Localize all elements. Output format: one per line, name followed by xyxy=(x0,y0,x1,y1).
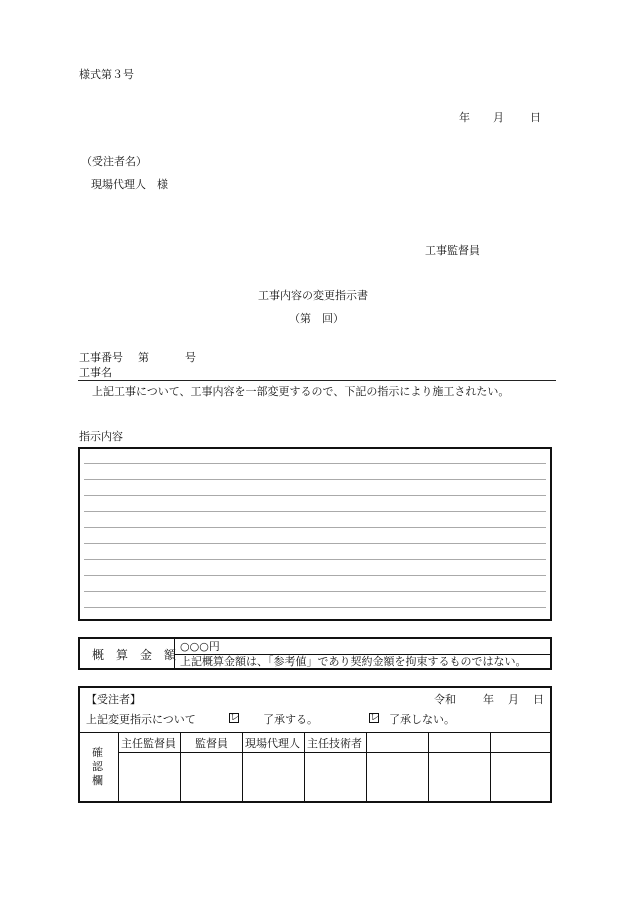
cost-amount: ○○○円 xyxy=(180,640,220,653)
grid-top-line xyxy=(80,732,550,733)
document-title: 工事内容の変更指示書 xyxy=(258,289,368,302)
accept-label: 了承する。 xyxy=(263,713,318,726)
decline-checkbox[interactable]: レ xyxy=(370,713,380,723)
contractor-era: 令和 xyxy=(434,693,456,706)
ruled-line xyxy=(84,591,546,592)
instruction-box[interactable] xyxy=(78,447,552,621)
ruled-line xyxy=(84,559,546,560)
date-year: 年 xyxy=(459,111,470,124)
ruled-line xyxy=(84,479,546,480)
grid-header-line xyxy=(118,752,550,753)
grid-col-divider xyxy=(428,732,429,801)
statement-text: 上記工事について、工事内容を一部変更するので、下記の指示により施工されたい。 xyxy=(92,385,510,398)
contractor-confirmation-box xyxy=(78,686,552,803)
ruled-line xyxy=(84,463,546,464)
form-number: 様式第３号 xyxy=(79,68,134,81)
ruled-line xyxy=(84,527,546,528)
cost-note: 上記概算金額は、「参考値」であり契約金額を拘束するものではない。 xyxy=(180,655,527,668)
grid-col-divider xyxy=(366,732,367,801)
estimated-cost-box xyxy=(78,637,552,670)
grid-col-divider xyxy=(304,732,305,801)
grid-col-divider xyxy=(180,732,181,801)
decline-label: 了承しない。 xyxy=(389,713,455,726)
ruled-line xyxy=(84,543,546,544)
date-day: 日 xyxy=(530,111,541,124)
ruled-line xyxy=(84,575,546,576)
project-number-prefix: 第 xyxy=(138,351,149,364)
contractor-day: 日 xyxy=(533,693,544,706)
column-header-chief-engineer: 主任技術者 xyxy=(307,737,362,750)
cost-label: 概 算 金 額 xyxy=(92,648,177,662)
contractor-title: 【受注者】 xyxy=(86,693,141,706)
cost-label-cell xyxy=(80,639,175,668)
grid-col-divider xyxy=(118,732,119,801)
project-number-label: 工事番号 xyxy=(79,351,123,364)
project-name-label: 工事名 xyxy=(79,366,112,379)
confirm-column-label: 確 認 欄 xyxy=(92,746,103,787)
issuer-title: 工事監督員 xyxy=(425,244,480,257)
accept-checkbox[interactable]: レ xyxy=(230,713,240,723)
project-underline xyxy=(78,380,556,381)
recipient-addressee: 現場代理人 様 xyxy=(91,178,168,191)
contractor-month: 月 xyxy=(508,693,519,706)
document-sequence: （第 回） xyxy=(289,312,344,325)
date-month: 月 xyxy=(493,111,504,124)
ruled-line xyxy=(84,511,546,512)
ruled-line xyxy=(84,607,546,608)
ruled-line xyxy=(84,495,546,496)
grid-col-divider xyxy=(242,732,243,801)
contractor-prompt: 上記変更指示について xyxy=(86,713,196,726)
instruction-label: 指示内容 xyxy=(79,430,123,443)
contractor-year: 年 xyxy=(483,693,494,706)
grid-col-divider xyxy=(490,732,491,801)
column-header-chief-supervisor: 主任監督員 xyxy=(121,737,176,750)
project-number-suffix: 号 xyxy=(185,351,196,364)
recipient-party: （受注者名） xyxy=(81,155,147,168)
column-header-supervisor: 監督員 xyxy=(195,737,228,750)
column-header-site-agent: 現場代理人 xyxy=(245,737,300,750)
